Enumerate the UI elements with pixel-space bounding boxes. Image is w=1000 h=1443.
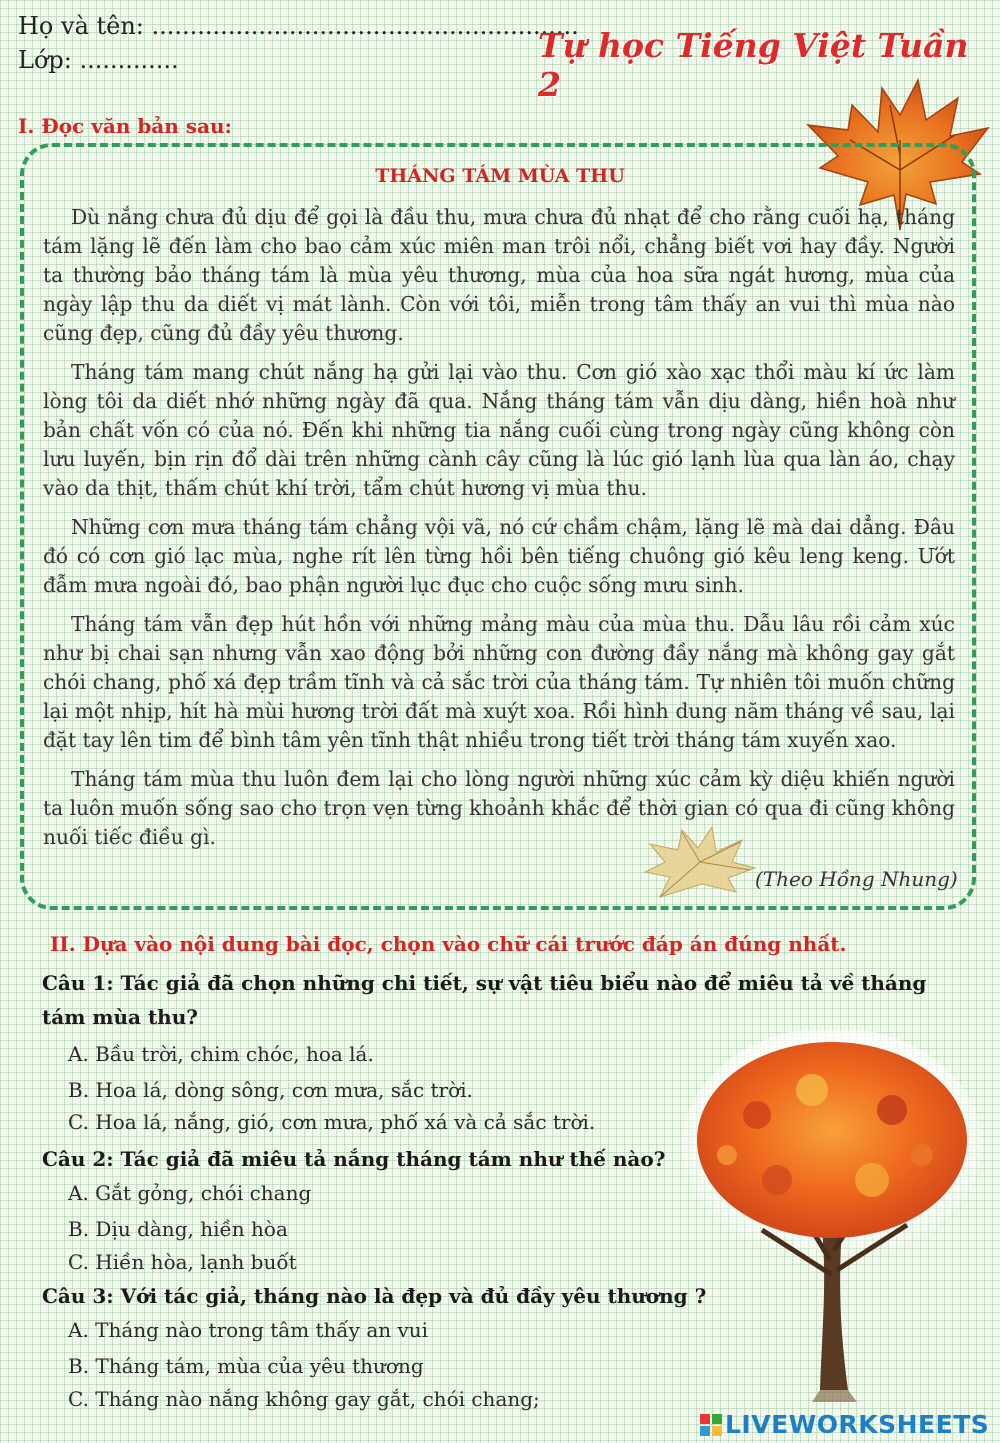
question-2-option-b[interactable]: B. Dịu dàng, hiền hòa xyxy=(68,1217,288,1241)
question-1-option-a[interactable]: A. Bầu trời, chim chóc, hoa lá. xyxy=(68,1042,374,1066)
paragraph: Tháng tám mang chút nắng hạ gửi lại vào thu. Cơn gió xào xạc thổi màu kí ức làm lòng tôi da diết nhớ những ngày đã qua. Nắng tháng tám vẫn dịu dàng, hiền hoà như bản chất vốn có của nó. Đến khi những tia nắng cuối cùng trong ngày cũng không còn lưu luyến, bịn rịn đổ dài trên những cành cây cũng là lúc gió lạnh lùa qua làn áo, chạy vào da thịt, thấm chút khí trời, tẩm chút hương vị mùa thu. xyxy=(43,360,955,500)
question-3-option-a[interactable]: A. Tháng nào trong tâm thấy an vui xyxy=(68,1318,429,1342)
question-2-option-c[interactable]: C. Hiền hòa, lạnh buốt xyxy=(68,1250,297,1274)
passage-author: (Theo Hồng Nhung) xyxy=(755,867,958,891)
question-2-option-a[interactable]: A. Gắt gỏng, chói chang xyxy=(68,1181,312,1205)
liveworksheets-logo-icon xyxy=(700,1414,722,1436)
paragraph: Tháng tám vẫn đẹp hút hồn với những mảng màu của mùa thu. Dẫu lâu rồi cảm xúc như bị chai sạn nhưng vẫn xao động bởi những con đường đầy nắng mà không gay gắt chói chang, phố xá đẹp trầm tĩnh và cả sắc trời của tháng tám. Tự nhiên tôi muốn chững lại một nhịp, hít hà mùi hương trời đất mà xuýt xoa. Rồi hình dung năm tháng về sau, lại đặt tay lên tim để bình tâm yên tĩnh thật nhiều trong tiết trời tháng tám xuyến xao. xyxy=(43,612,955,752)
page-title: Tự học Tiếng Việt Tuần 2 xyxy=(538,26,969,104)
question-1-option-b[interactable]: B. Hoa lá, dòng sông, cơn mưa, sắc trời. xyxy=(68,1078,473,1102)
paragraph: Tháng tám mùa thu luôn đem lại cho lòng người những xúc cảm kỳ diệu khiến người ta luôn muốn sống sao cho trọn vẹn từng khoảnh khắc để thời gian có qua đi cũng không nuối tiếc điều gì. xyxy=(43,767,955,849)
class-field-label: Lớp: ............. xyxy=(18,46,179,74)
liveworksheets-logo xyxy=(700,1410,989,1439)
section-1-heading: I. Đọc văn bản sau: xyxy=(18,114,232,138)
question-2: Câu 2: Tác giả đã miêu tả nắng tháng tám như thế nào? xyxy=(42,1147,666,1171)
passage xyxy=(43,203,955,862)
autumn-tree-icon xyxy=(672,1030,982,1408)
paragraph: Dù nắng chưa đủ dịu để gọi là đầu thu, mưa chưa đủ nhạt để cho rằng cuối hạ, tháng tám lặng lẽ đến làm cho bao cảm xúc miên man trôi nổi, chẳng biết vơi hay đầy. Người ta thường bảo tháng tám là mùa yêu thương, mùa của hoa sữa ngát hương, mùa của ngày lập thu da diết vị mát lành. Còn với tôi, miễn trong tâm thấy an vui thì mùa nào cũng đẹp, cũng đủ đầy yêu thương. xyxy=(43,205,955,345)
question-1: Câu 1: Tác giả đã chọn những chi tiết, sự vật tiêu biểu nào để miêu tả về tháng tám mùa thu? xyxy=(42,971,927,1029)
paragraph: Những cơn mưa tháng tám chẳng vội vã, nó cứ chầm chậm, lặng lẽ mà dai dẳng. Đâu đó có cơn gió lạc mùa, nghe rít lên từng hồi bên tiếng chuông gió kêu leng keng. Ướt đẫm mưa ngoài đó, bao phận người lục đục cho cuộc sống mưu sinh. xyxy=(43,515,955,597)
name-field-label: Họ và tên: ........................................................ xyxy=(18,12,579,40)
logo-text: LIVEWORKSHEETS xyxy=(725,1410,990,1439)
section-2-heading: II. Dựa vào nội dung bài đọc, chọn vào chữ cái trước đáp án đúng nhất. xyxy=(50,932,847,956)
question-3-option-b[interactable]: B. Tháng tám, mùa của yêu thương xyxy=(68,1354,424,1378)
question-3-option-c[interactable]: C. Tháng nào nắng không gay gắt, chói chang; xyxy=(68,1387,540,1411)
question-1-option-c[interactable]: C. Hoa lá, nắng, gió, cơn mưa, phố xá và cả sắc trời. xyxy=(68,1110,596,1134)
pale-leaf-icon xyxy=(640,822,760,902)
passage-title: THÁNG TÁM MÙA THU xyxy=(375,165,625,187)
question-3: Câu 3: Với tác giả, tháng nào là đẹp và đủ đầy yêu thương ? xyxy=(42,1284,707,1308)
